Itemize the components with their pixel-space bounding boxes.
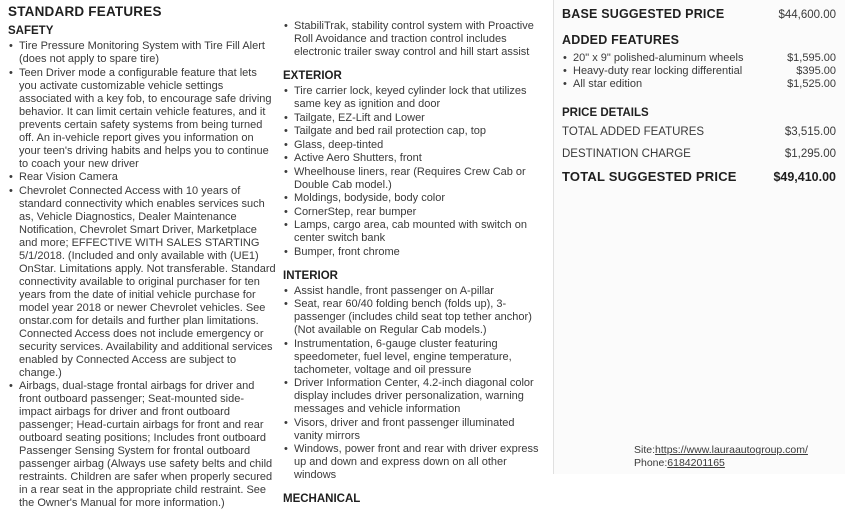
added-feature-name: • 20" x 9" polished-aluminum wheels	[562, 52, 743, 65]
feature-item: • Tire Pressure Monitoring System with Tire Fill Alert (does not apply to spare tire)	[8, 40, 276, 66]
price-summary-panel	[553, 0, 845, 474]
phone-label: Phone:	[634, 456, 668, 469]
exterior-feature-list	[283, 85, 545, 259]
interior-feature-list	[283, 285, 545, 483]
added-features-list	[562, 52, 836, 91]
feature-item: • Wheelhouse liners, rear (Requires Crew Cab or Double Cab model.)	[283, 166, 545, 192]
dealer-contact-footer	[634, 444, 808, 469]
feature-item: • Windows, power front and rear with driver express up and down and express down on all other windows	[283, 443, 545, 482]
feature-item: • Visors, driver and front passenger illuminated vanity mirrors	[283, 417, 545, 443]
site-line	[634, 444, 808, 457]
feature-item: • Tire carrier lock, keyed cylinder lock that utilizes same key as ignition and door	[283, 85, 545, 111]
destination-charge-row	[562, 148, 836, 161]
feature-item: • Moldings, bodyside, body color	[283, 192, 545, 205]
added-feature-name: • Heavy-duty rear locking differential	[562, 65, 742, 78]
features-column-2	[283, 20, 545, 508]
section-heading-exterior: EXTERIOR	[283, 70, 342, 82]
feature-item: • Rear Vision Camera	[8, 171, 276, 184]
feature-item: • Seat, rear 60/40 folding bench (folds up), 3-passenger (includes child seat top tether anchor) (Not available on Regular Cab models.)	[283, 298, 545, 337]
phone-line	[634, 457, 808, 470]
feature-item: • StabiliTrak, stability control system with Proactive Roll Avoidance and traction control includes electronic trailer sway control and hill start assist	[283, 20, 545, 59]
feature-item: • Teen Driver mode a configurable feature that lets you activate customizable vehicle settings associated with a key fob, to encourage safe driving behavior. It can limit certain vehicle features, and it prevents certain safety systems from being turned off. An in-vehicle report gives you information on your teen's driving habits and helps you to continue to coach your new driver	[8, 67, 276, 171]
phone-link[interactable]: 6184201165	[667, 456, 725, 469]
added-feature-row	[562, 65, 836, 78]
total-added-features-row	[562, 126, 836, 139]
site-label: Site:	[634, 444, 656, 456]
base-price-value: $44,600.00	[778, 9, 836, 21]
price-details-heading: PRICE DETAILS	[562, 107, 649, 119]
added-feature-row	[562, 52, 836, 65]
section-heading-mechanical: MECHANICAL	[283, 493, 361, 505]
section-heading-safety: SAFETY	[8, 25, 54, 37]
added-feature-price: $1,525.00	[787, 78, 836, 90]
feature-item: • Lamps, cargo area, cab mounted with switch on center switch bank	[283, 219, 545, 245]
feature-item: • CornerStep, rear bumper	[283, 206, 545, 219]
feature-item: • Bumper, front chrome	[283, 246, 545, 259]
section-heading-interior: INTERIOR	[283, 269, 338, 282]
total-added-features-value: $3,515.00	[784, 126, 836, 138]
feature-item: • Assist handle, front passenger on A-pillar	[283, 285, 545, 298]
total-added-features-label: TOTAL ADDED FEATURES	[562, 126, 705, 138]
base-price-row	[562, 8, 836, 22]
feature-item: • Tailgate, EZ-Lift and Lower	[283, 112, 545, 125]
total-suggested-price-label: TOTAL SUGGESTED PRICE	[562, 169, 737, 184]
destination-charge-value: $1,295.00	[784, 148, 836, 160]
added-feature-price: $395.00	[796, 65, 836, 77]
added-features-heading: ADDED FEATURES	[562, 33, 680, 47]
destination-charge-label: DESTINATION CHARGE	[562, 148, 691, 160]
feature-item: • Tailgate and bed rail protection cap, top	[283, 125, 545, 138]
feature-item: • Driver Information Center, 4.2-inch diagonal color display includes driver personalization, warning messages and vehicle information	[283, 377, 545, 416]
feature-item: • Chevrolet Connected Access with 10 years of standard connectivity which enables services such as, Vehicle Diagnostics, Dealer Maintenance Notification, Chevrolet Smart Driver, Marketplace and more; EFFECTIVE WITH SALES STARTING 5/1/2018. (Included and only available with (UE1) OnStar. Limitations apply. Not transferable. Standard connectivity available to original purchaser for ten years from the date of initial vehicle purchase for model year 2018 or newer Chevrolet vehicles. See onstar.com for details and further plan limitations. Connected Access does not include emergency or security services. Availability and additional services enabled by Connected Access are subject to change.)	[8, 185, 276, 380]
feature-item: • Airbags, dual-stage frontal airbags for driver and front outboard passenger; Seat-mounted side-impact airbags for driver and front outboard passenger; Head-curtain airbags for front and rear outboard seating positions; Includes front outboard Passenger Sensing System for frontal outboard passenger airbag (Always use safety belts and child restraints. Children are safer when properly secured in a rear seat in the appropriate child restraint. See the Owner's Manual for more information.)	[8, 380, 276, 510]
safety-feature-list	[8, 40, 276, 510]
site-link[interactable]: https://www.lauraautogroup.com/	[655, 444, 808, 456]
total-suggested-price-value: $49,410.00	[773, 170, 836, 184]
base-price-label: BASE SUGGESTED PRICE	[562, 7, 725, 21]
standard-features-column	[8, 5, 276, 511]
feature-item: • Instrumentation, 6-gauge cluster featuring speedometer, fuel level, engine temperature, tachometer, voltage and oil pressure	[283, 338, 545, 377]
added-feature-row	[562, 78, 836, 91]
feature-item: • Active Aero Shutters, front	[283, 152, 545, 165]
total-suggested-price-row	[562, 170, 836, 184]
added-feature-name: • All star edition	[562, 78, 642, 91]
page-title: STANDARD FEATURES	[8, 4, 162, 19]
added-feature-price: $1,595.00	[787, 52, 836, 64]
safety-feature-list-cont	[283, 20, 545, 59]
feature-item: • Glass, deep-tinted	[283, 139, 545, 152]
